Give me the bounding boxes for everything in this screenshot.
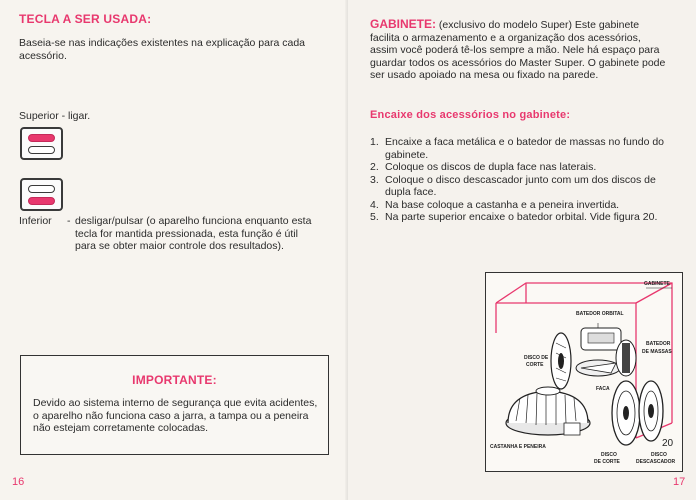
step-text: Na parte superior encaixe o batedor orbital. Vide figura 20.	[385, 211, 658, 223]
step-item	[370, 161, 670, 174]
figure-20-gabinete	[485, 272, 683, 472]
label-batedor-orbital: BATEDOR ORBITAL	[576, 311, 624, 317]
dough-beater-drawing	[616, 340, 636, 376]
step-number: 5.	[370, 211, 379, 223]
figure-number: 20	[662, 438, 674, 449]
important-title: IMPORTANTE:	[132, 373, 217, 387]
label-de-corte: DE CORTE	[594, 459, 620, 465]
inferior-dash: -	[67, 215, 71, 227]
intro-paragraph: Baseia-se nas indicações existentes na explicação para cada acessório.	[19, 37, 306, 62]
label-batedor: BATEDOR	[646, 341, 671, 347]
gabinete-paragraph	[370, 18, 670, 82]
label-faca: FACA	[596, 386, 610, 392]
step-item	[370, 211, 670, 224]
encaixe-title: Encaixe dos acessórios no gabinete:	[370, 109, 571, 121]
step-number: 1.	[370, 136, 379, 148]
label-castanha-peneira: CASTANHA E PENEIRA	[490, 444, 546, 450]
label-disco-de: DISCO DE	[524, 355, 549, 361]
step-text: Na base coloque a castanha e a peneira invertida.	[385, 198, 620, 211]
inferior-description: desligar/pulsar (o aparelho funciona enquanto esta tecla for mantida pressionada, esta função é útil para se obter maior controle dos resultados).	[75, 215, 312, 252]
switch-top	[28, 185, 55, 193]
step-text: Encaixe a faca metálica e o batedor de massas no fundo do gabinete.	[385, 136, 665, 161]
step-item	[370, 174, 670, 199]
page-number-right: 17	[673, 476, 686, 488]
step-item	[370, 199, 670, 212]
gabinete-text: (exclusivo do modelo Super) Este gabinete facilita o armazenamento e a organização dos acessórios, assim você poderá tê-los sempre a mão. Nele há espaço para guardar todos os acessórios do Master Super. O gabinete pode ser usado apoiado na mesa ou fixado na parede.	[370, 19, 666, 81]
label-de-massas: DE MASSAS	[642, 349, 672, 355]
switch-superior-icon	[20, 127, 63, 160]
switch-inferior-icon	[20, 178, 63, 211]
orbital-beater-drawing	[581, 323, 621, 350]
step-number: 4.	[370, 198, 379, 211]
label-descascador: DESCASCADOR	[636, 459, 676, 465]
step-item	[370, 136, 670, 161]
switch-bottom-pressed	[28, 197, 55, 205]
knife-drawing	[576, 360, 620, 376]
important-text: Devido ao sistema interno de segurança que evita acidentes, o aparelho não funciona caso a jarra, a tampa ou a peneira não estejam corretamente colocadas.	[33, 397, 318, 434]
label-corte: CORTE	[526, 362, 544, 368]
label-disco-2: DISCO	[651, 452, 667, 458]
sieve-drawing	[506, 387, 590, 435]
switch-bottom	[28, 146, 55, 154]
gabinete-title: GABINETE:	[370, 17, 436, 31]
switch-top-pressed	[28, 134, 55, 142]
section-title-tecla: TECLA A SER USADA:	[19, 12, 152, 26]
important-box	[20, 355, 329, 455]
discs-right-drawing	[612, 381, 663, 445]
superior-label: Superior - ligar.	[19, 110, 91, 122]
inferior-label: Inferior	[19, 215, 52, 227]
step-number: 2.	[370, 161, 379, 173]
steps-list	[370, 136, 670, 224]
page-number-left: 16	[12, 476, 25, 488]
gabinete-illustration	[486, 273, 682, 471]
label-disco-1: DISCO	[601, 452, 617, 458]
cutting-disc-left-drawing	[551, 333, 571, 389]
step-number: 3.	[370, 173, 379, 186]
step-text: Coloque o disco descascador junto com um dos discos de dupla face.	[385, 173, 656, 198]
label-gabinete: GABINETE	[644, 281, 670, 287]
right-page	[348, 0, 696, 500]
step-text: Coloque os discos de dupla face nas laterais.	[385, 161, 597, 173]
